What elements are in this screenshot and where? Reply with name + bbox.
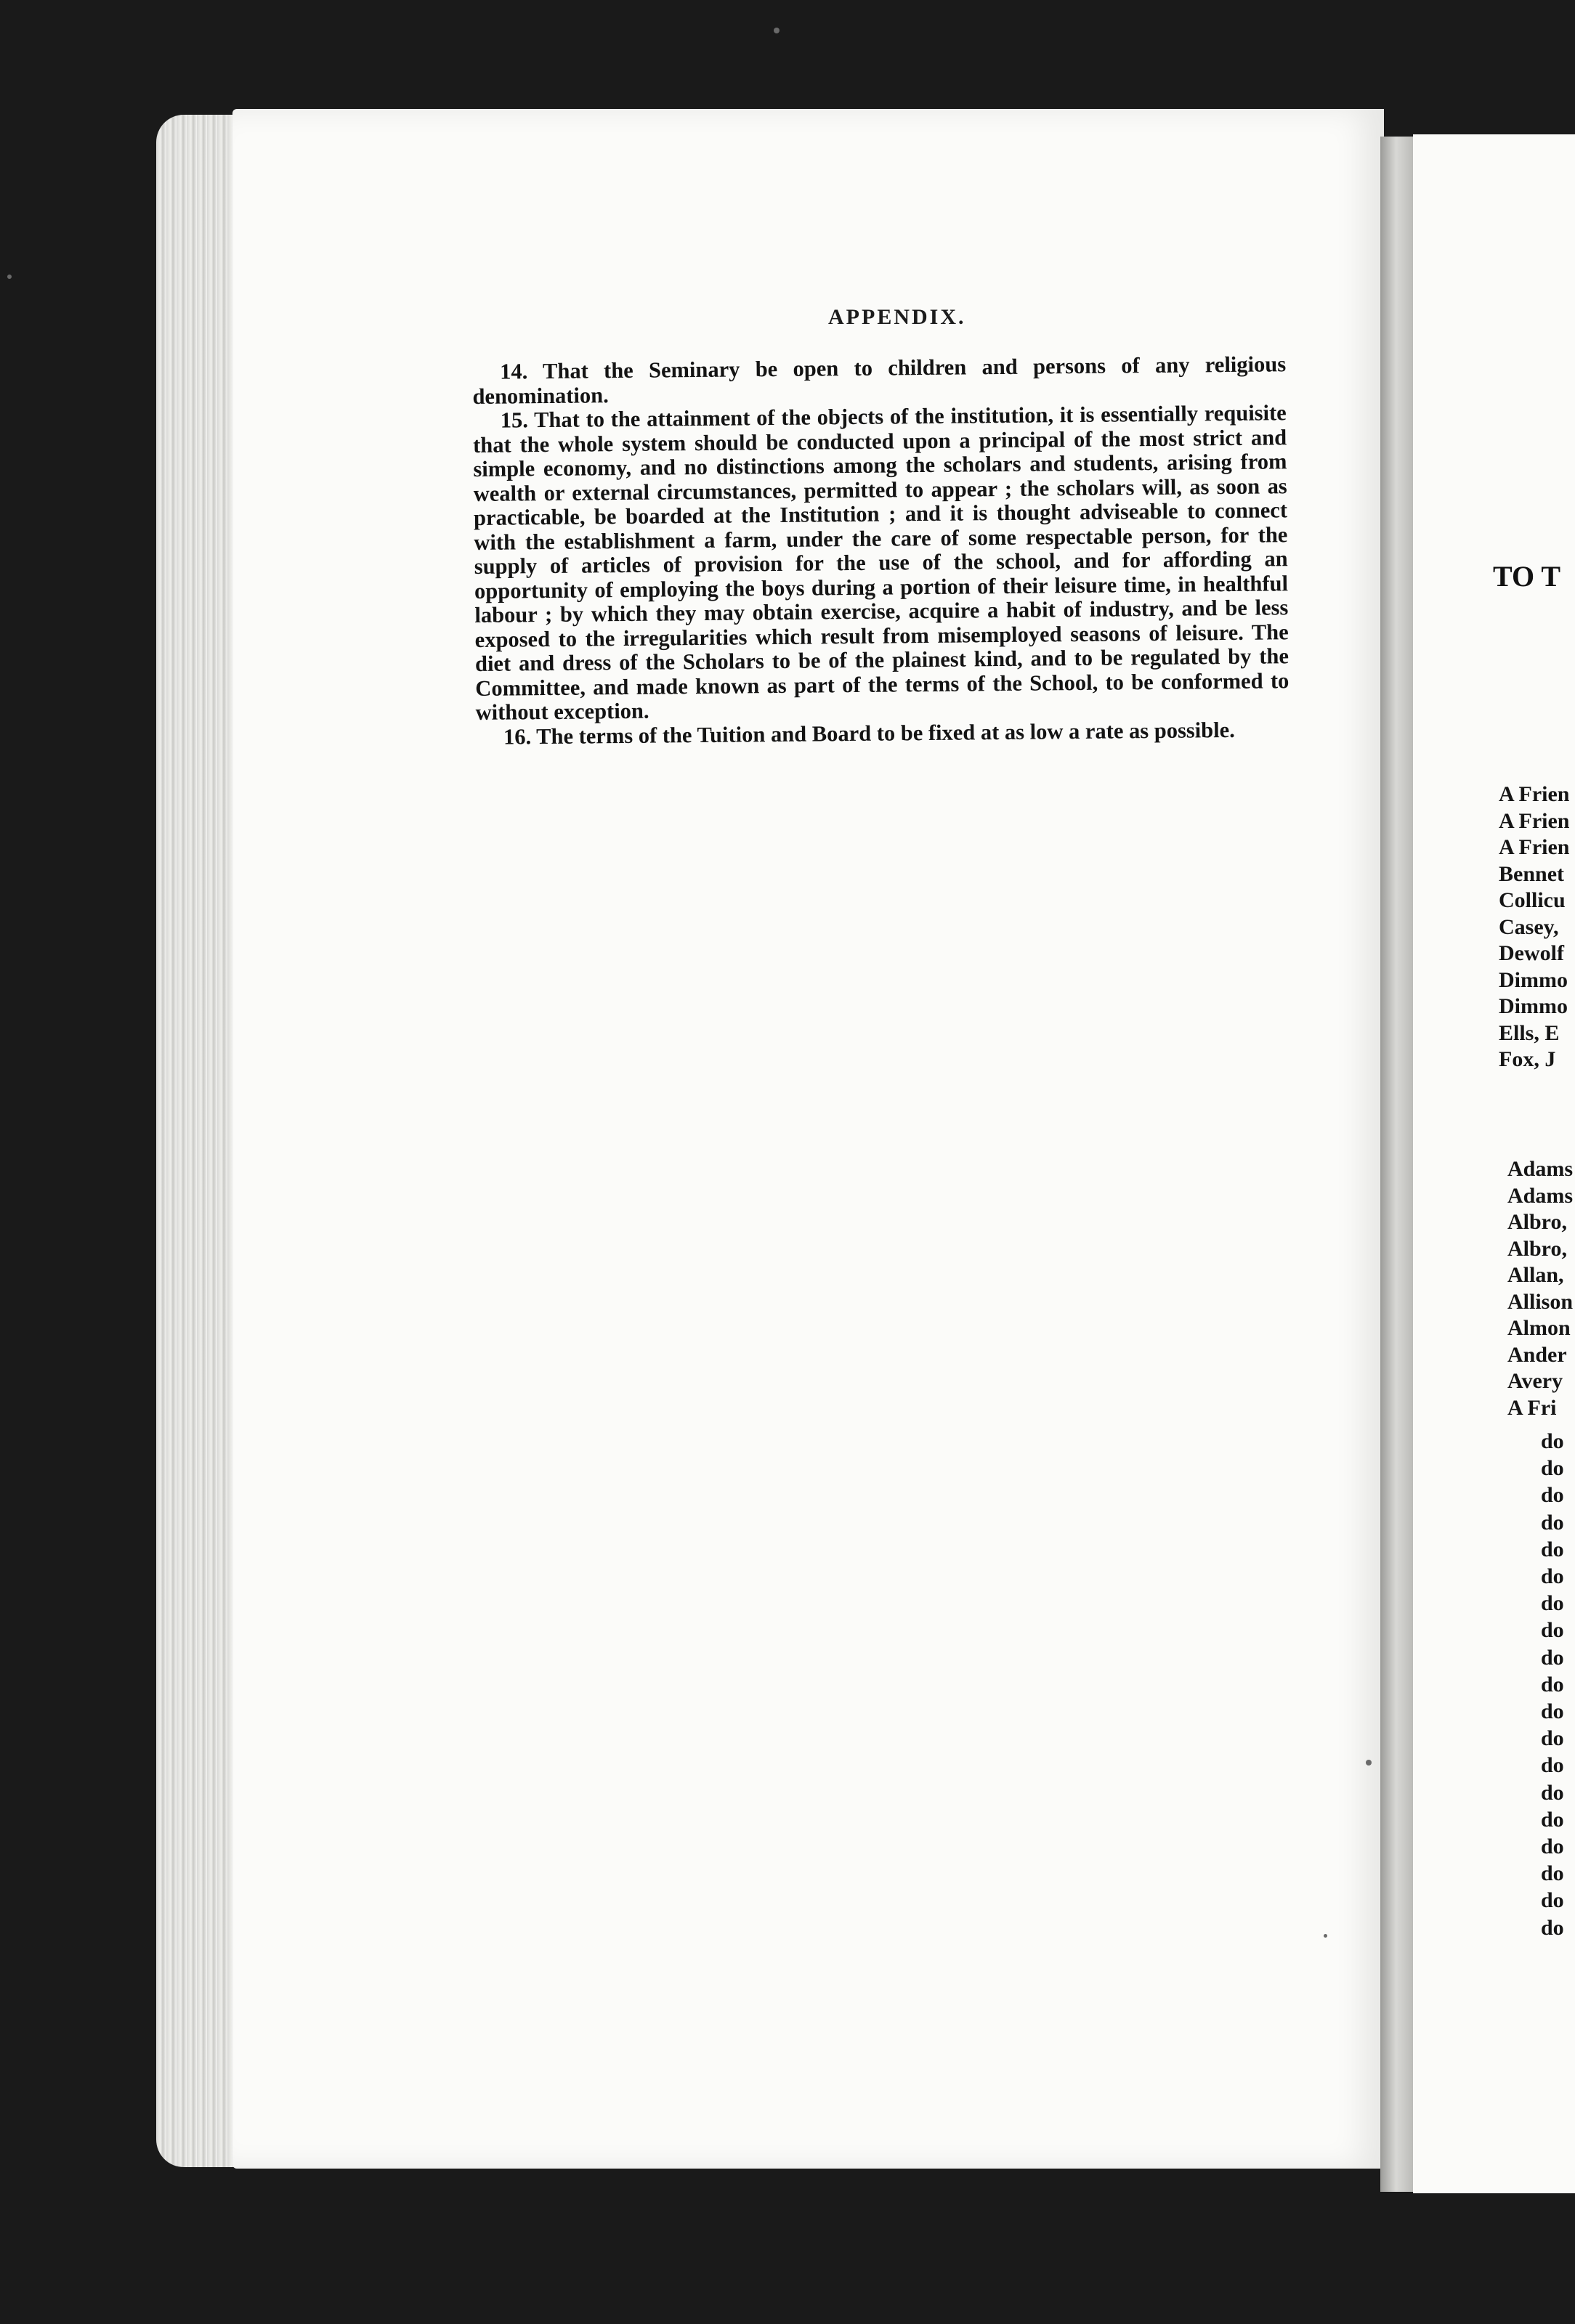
list-item: Albro, [1507, 1236, 1567, 1261]
list-item: Adams [1507, 1157, 1574, 1181]
list-item: Albro, [1507, 1210, 1567, 1234]
list-item: do [1541, 1483, 1564, 1508]
list-item: do [1541, 1645, 1564, 1670]
dust-speck [774, 28, 780, 33]
list-item: do [1541, 1835, 1564, 1859]
list-item: do [1541, 1726, 1564, 1751]
list-item: Dimmo [1499, 967, 1568, 992]
list-item: A Frien [1499, 782, 1570, 806]
list-item: do [1541, 1564, 1564, 1589]
subscriber-list-ditto [1541, 1428, 1564, 1941]
list-item: Dewolf [1499, 941, 1564, 965]
list-item: Adams [1507, 1183, 1574, 1208]
list-item: Allan, [1507, 1263, 1564, 1287]
dust-speck [1324, 1934, 1327, 1938]
list-item: Fox, J [1499, 1047, 1556, 1071]
list-item: do [1541, 1807, 1564, 1832]
list-item: Bennet [1499, 861, 1564, 886]
subscriber-list-two [1507, 1156, 1573, 1421]
running-head: APPENDIX. [828, 305, 966, 329]
dust-speck [7, 275, 12, 279]
appendix-text [472, 352, 1289, 749]
list-item: do [1541, 1915, 1564, 1940]
list-item: do [1541, 1861, 1564, 1886]
list-item: do [1541, 1618, 1564, 1643]
paragraph-14: 14. That the Seminary be open to children and persons of any religious denomination. [472, 352, 1287, 409]
page-edges [156, 115, 243, 2167]
dust-speck [1366, 1760, 1372, 1766]
list-item: do [1541, 1591, 1564, 1616]
list-item: Dimmo [1499, 994, 1568, 1018]
right-page-title: TO T [1493, 560, 1561, 593]
list-item: Collicu [1499, 888, 1566, 912]
list-item: A Frien [1499, 808, 1570, 833]
subscriber-list-one [1499, 781, 1570, 1073]
list-item: Ander [1507, 1342, 1567, 1367]
list-item: do [1541, 1510, 1564, 1535]
book-gutter [1380, 137, 1415, 2192]
paragraph-16: 16. The terms of the Tuition and Board to be fixed at as low a rate as possible. [503, 717, 1235, 749]
list-item: do [1541, 1780, 1564, 1805]
list-item: Ells, E [1499, 1020, 1560, 1045]
list-item: Avery [1507, 1369, 1563, 1393]
list-item: do [1541, 1888, 1564, 1913]
list-item: A Fri [1507, 1395, 1557, 1420]
paragraph-15: 15. That to the attainment of the objects of the institution, it is essentially requisite that the whole system should be conducted upon a principal of the most strict and simple economy, and no distinctions among the scholars and students, arising from wealth or external circumstances, permitted to appear ; the scholars will, as soon as practicable, be boarded at the Institution ; and it is thought adviseable to connect with the establishment a farm, under the care of some respectable person, for the supply of articles of provision for the use of the school, and for affording an opportunity of employing the boys during a portion of their leisure time, in healthful labour ; by which they may obtain exercise, acquire a habit of industry, and be less exposed to the irregularities which result from misemployed seasons of leisure. The diet and dress of the Scholars to be of the plainest kind, and to be regulated by the Committee, and made known as part of the terms of the School, to be conformed to without exception. [472, 400, 1289, 725]
list-item: Casey, [1499, 914, 1559, 939]
list-item: Allison [1507, 1289, 1574, 1314]
list-item: do [1541, 1699, 1564, 1724]
list-item: do [1541, 1537, 1564, 1561]
list-item: do [1541, 1456, 1564, 1481]
list-item: do [1541, 1753, 1564, 1778]
list-item: Almon [1507, 1316, 1571, 1340]
list-item: do [1541, 1672, 1564, 1697]
list-item: do [1541, 1429, 1564, 1453]
list-item: A Frien [1499, 835, 1570, 859]
